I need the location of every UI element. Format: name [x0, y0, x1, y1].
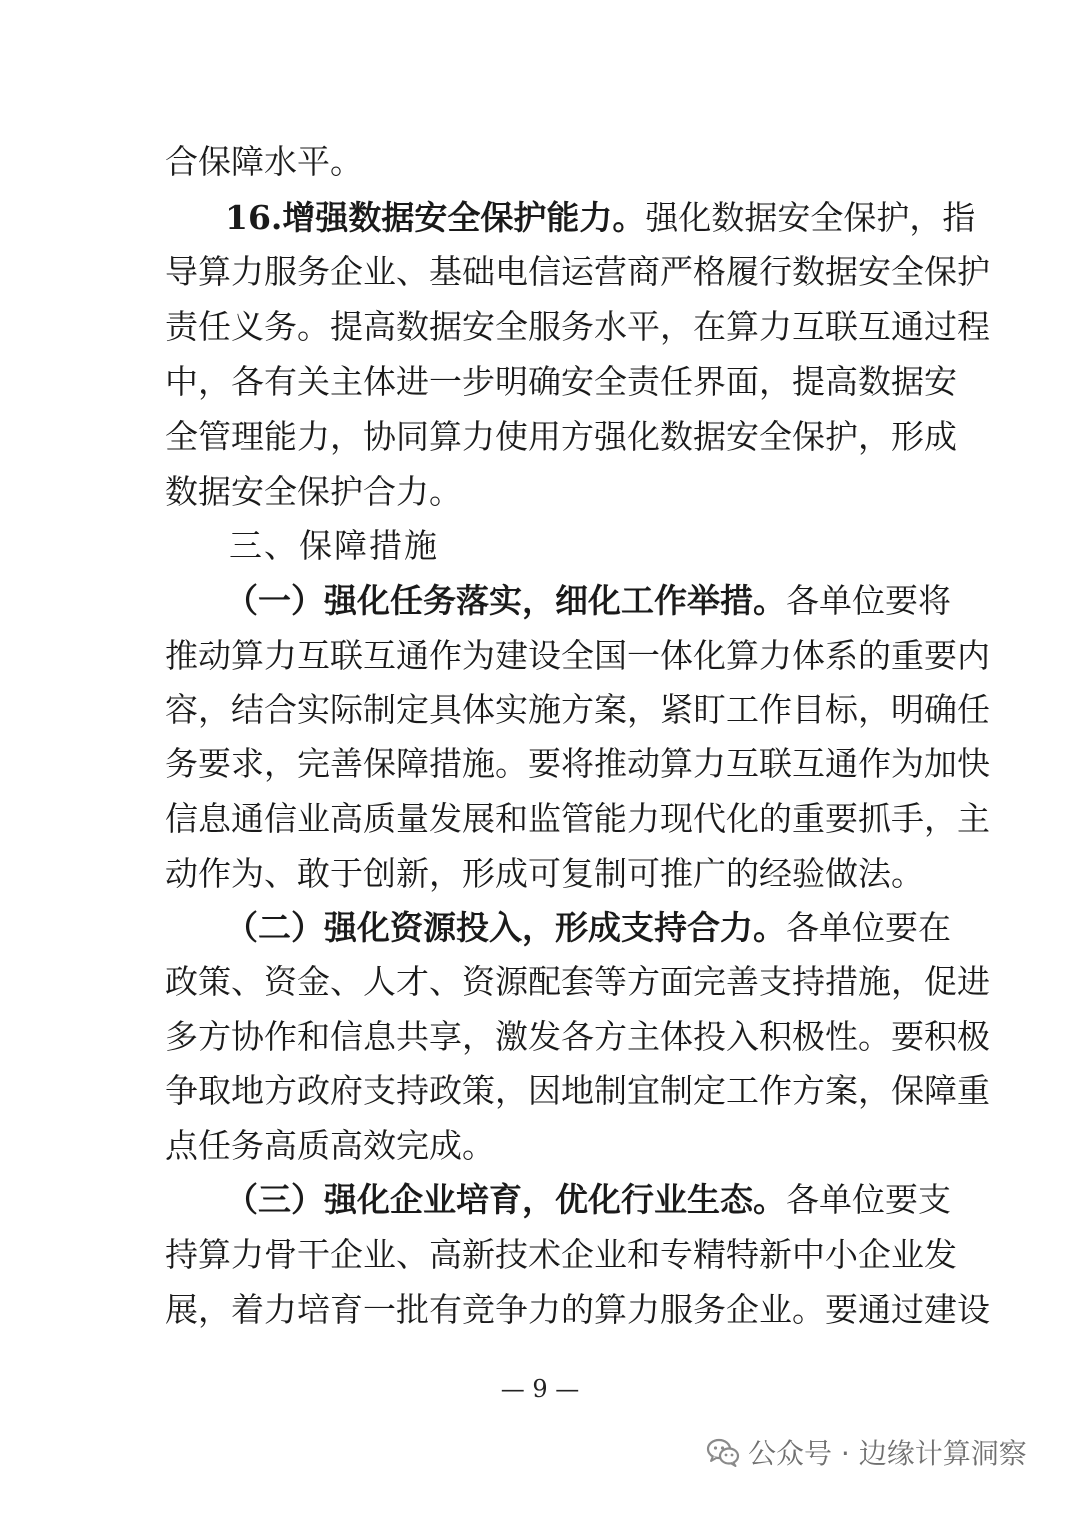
text-line: 责任义务。提高数据安全服务水平，在算力互联互通过程	[165, 307, 990, 346]
measure-2-first-text: 各单位要在	[786, 908, 951, 947]
text-line: 展，着力培育一批有竞争力的算力服务企业。要通过建设	[165, 1290, 990, 1329]
item-16-first-text: 强化数据安全保护，指	[645, 198, 976, 237]
item-16-first-line	[165, 198, 976, 238]
measure-2-first-line	[165, 908, 951, 948]
text-line: 动作为、敢于创新，形成可复制可推广的经验做法。	[165, 854, 924, 893]
wechat-icon	[706, 1435, 740, 1469]
measure-1-first-text: 各单位要将	[786, 581, 951, 620]
text-line: 合保障水平。	[165, 142, 363, 181]
text-line: 全管理能力，协同算力使用方强化数据安全保护，形成	[165, 417, 957, 456]
text-line: 点任务高质高效完成。	[165, 1126, 495, 1165]
measure-1-title: （一）强化任务落实，细化工作举措。	[225, 581, 786, 620]
text-line: 争取地方政府支持政策，因地制宜制定工作方案，保障重	[165, 1071, 990, 1110]
measure-3-first-text: 各单位要支	[786, 1180, 951, 1219]
page-number: — 9 —	[500, 1375, 580, 1403]
text-line: 多方协作和信息共享，激发各方主体投入积极性。要积极	[165, 1017, 990, 1056]
watermark-text: 公众号 · 边缘计算洞察	[748, 1437, 1027, 1470]
measure-3-title: （三）强化企业培育，优化行业生态。	[225, 1180, 786, 1219]
measure-3-first-line	[165, 1180, 951, 1220]
text-line: 政策、资金、人才、资源配套等方面完善支持措施，促进	[165, 962, 990, 1001]
item-16-title: 16.增强数据安全保护能力。	[225, 198, 646, 237]
text-line: 容，结合实际制定具体实施方案，紧盯工作目标，明确任	[165, 690, 990, 729]
text-line: 数据安全保护合力。	[165, 472, 462, 511]
text-line: 中，各有关主体进一步明确安全责任界面，提高数据安	[165, 362, 957, 401]
text-line: 信息通信业高质量发展和监管能力现代化的重要抓手，主	[165, 799, 990, 838]
watermark	[706, 1432, 1027, 1472]
text-line: 导算力服务企业、基础电信运营商严格履行数据安全保护	[165, 252, 990, 291]
text-line: 务要求，完善保障措施。要将推动算力互联互通作为加快	[165, 744, 990, 783]
measure-1-first-line	[165, 581, 951, 621]
text-line: 推动算力互联互通作为建设全国一体化算力体系的重要内	[165, 636, 990, 675]
measure-2-title: （二）强化资源投入，形成支持合力。	[225, 908, 786, 947]
text-line: 持算力骨干企业、高新技术企业和专精特新中小企业发	[165, 1235, 957, 1274]
section-heading: 三、保障措施	[229, 526, 439, 565]
